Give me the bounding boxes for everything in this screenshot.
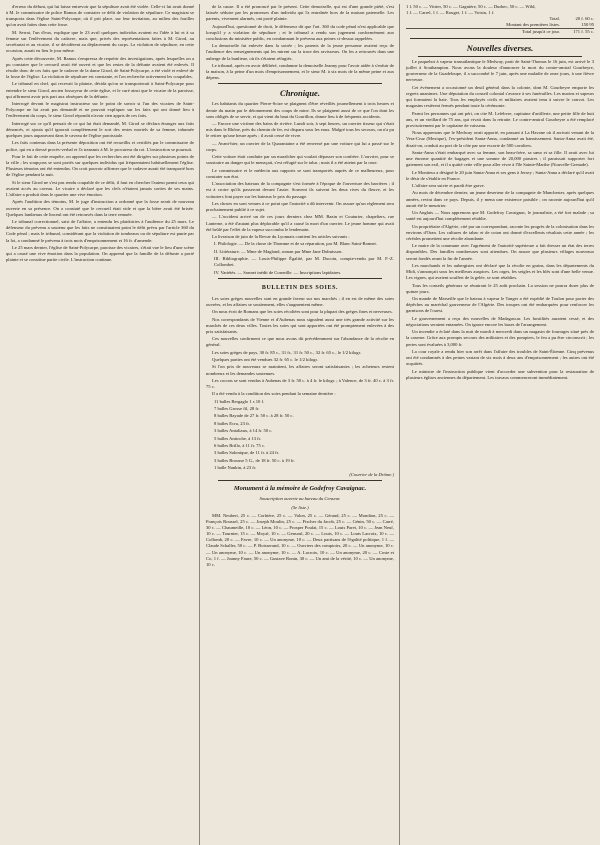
section-divider [218,480,382,481]
list-item: IV. Variétés. — Sonnet inédit de Corneille. — Inscriptions lapidaires. [214,269,342,275]
article-paragraph: Nous apprenons que le Medway avait apporté, en passant à La Havane où il arrivait venant de la Vera-Cruz (Mexique), l'ex-président Santa-Anna, condamné au bannissement. Santa-Anna avait été, disait-on, conduit au port de la côte par une escorte de 500 cavaliers. [406,130,594,148]
row-label: Total. [549,16,560,21]
article-paragraph: Cet événement a occasionné un deuil général dans la colonie, dont M. Gourbeyre emporte les regrets unanimes. Une députation du conseil colonial s'avance à ses funérailles. Les marins et sapeurs qui formaient la haie. Tous les employés civils et militaires avaient tenu à suivre le convoi. Les magasins restèrent fermés pendant toute la cérémonie. [406,84,594,109]
article-paragraph: Aujourd'hui, questionné de droit, le défenseur dit que l'art. 360 du code pénal n'est applicable que lorsqu'il y a violation de sépulture ; et le tribunal a rendu son jugement conformément aux conclusions du ministère public, en condamnant le prévenu aux peines ci-dessus rappelées. [206,23,394,41]
article-paragraph: Cette voiture était conduite par un maraîcher qui voulait dépasser son confrère. L'ouvrier, pour se soustraire au danger qui le menaçait, s'est réfugié sur le talus ; mais il a été atteint par la roue. [206,154,394,166]
section-divider [418,56,582,57]
nouvelles-heading: Nouvelles diverses. [466,43,534,53]
article-paragraph: Un propriétaire d'Algérie, cité par un correspondant, raconte les progrès de la colonisation dans les environs d'Oran. Les cultures de tabac et de coton ont donné d'excellents résultats cette année ; les céréales promettent une récolte abondante. [406,223,594,241]
column-3 [406,4,594,845]
article-paragraph: d'erreur du défunt, qui lui laisse entrevoir que la sépulture avait été violée. Celle-ci lui avait donné à M. le commissaire de police Ramus de constater ce délit de violation de sépulture. Ce magistrat se transporta dans l'église Saint-Polycarpe, où il prit place, sur leur invitation, au milieu des fouilles qu'on avait faites dans cette fosse. [6,4,194,28]
article-paragraph: Tous les conseils généraux se réuniront le 25 août prochain. La session ne pourra durer plus de quinze jours. [406,282,594,294]
article-paragraph: Interrogé sur ce qu'il pensait de ce qui lui était demandé, M. Girod se déclara étranger aux faits dénoncés, et ajouta qu'il ignorait complètement le sort des restes mortels de sa femme, inhumée quelques jours auparavant dans le caveau de l'église paroissiale. [6,120,194,139]
article-paragraph: Quelques parties ont été vendues 32 fr. 65 c. le 1/2 kilogr. [212,357,318,363]
monument-heading: Monument à la mémoire de Godefroy Cavaignac. [233,485,367,493]
list-item: 6 balles Brillo, à 11 fr. 75 c. [214,442,266,448]
donor-list: MM. Neubert, 25 c. — Corbière, 25 c. — Valon, 25 c. — Géraud, 25 c. — Mondion, 25 c. — François Roussel, 25 c. — Joseph Moulin, 25 c. — Fischer du Jacob, 25 c. — Génin, 50 c. — Carré, 30 c. — Chaumeille, 10 c. — Léon, 10 c. — Prosper Poulat, 15 c. — Louis Paret, 10 c. — Jean Neuf, 10 c. — Tournier, 15 c. — Moyal, 10 c. — Gensoul, 20 c. — Louis, 10 c. — Louis Lacroix, 10 c. — Collomb, 20 c. — Favre, 10 c. — Un anonyme, 10 c. — Deux partisans de l'égalité politique, 1 f. — Claude Schaller, 50 c. — P. Boisserand, 10 c. — Ouvriers des comptoirs, 20 c. — Un anonyme, 10 c. — Un anonyme, 10 c. — Un anonyme, 10 c. — A. Lacroix, 10 c. — Un anonyme, 20 c. — Coste et Co, 1 f. — Joanny Faure, 50 c. — Gustave Ronin, 30 c. — Un ami de la vérité, 10 c. — Un anonyme, 10 c. [206,512,394,567]
article-paragraph: Les soies grèges nouvelles sont en grande faveur sur nos marchés ; il en est de même des soies ouvrées, et les affaires se soutiennent, elles s'augmentent même. [206,295,394,307]
article-paragraph: Le maire de la commune avec l'agrément de l'autorité supérieure a fait dresser un état des terres disponibles. Des familles nombreuses sont attendues. On assure que plusieurs villages nouveaux seront fondés avant la fin de l'année. [406,243,594,261]
column-1 [6,4,200,845]
list-item: III. Bibliographie. — Louis-Philippe Égalité, par M. Ducoin, compte-rendu par M. F.-Z. Collombet. [214,256,394,268]
article-paragraph: La livraison de juin de la Revue du Lyonnais contient les articles suivants : [212,234,350,240]
article-paragraph: La cour royale a rendu hier son arrêt dans l'affaire des troubles de Saint-Étienne. Cinq prévenus ont été condamnés à des peines variant de six mois à deux ans d'emprisonnement ; les autres ont été acquittés. [406,348,594,367]
article-paragraph: Le 25 mars dernier, l'église de Saint-Polycarpe, paroisse des vicaires, s'était vue le lieu d'une scène qui a causé une vive émotion dans la population. On apprend que la famille de la défunte a porté plainte et se constitue partie civile. L'instruction continue. [6,244,194,263]
section-divider [410,38,590,39]
article-paragraph: L'association des bateaux de la compagnie s'est formée à l'époque de l'ouverture des barrières ; il est à croire qu'ils passeront devant l'autre. Souvent ils suivent les deux rives du fleuve, et les voituriers font payer sur les bateaux le prix du passage. [206,181,394,199]
article-paragraph: Santa-Anna s'était embarqué avec sa femme, son beau-frère, sa sœur et sa fille. Il avait avec lui une énorme quantité de bagages et une somme de 20,000 piastres ; il paraissait supporter fort gaiement son exil, et il a quitté cette ville pour aller vivre à l'île Sainte-Marthe (Nouvelle-Grenade). [406,149,594,168]
article-paragraph: Les soies grèges de pays, 30 fr. 85 c., 31 fr., 31 fr. 50 c., 32 fr. 65 c., le 1/2 kilogr. [212,349,362,355]
article-paragraph: L'affaire sera suivie et paraît être grave. [412,183,485,189]
article-paragraph: Il a été vendu à la condition des soies pendant la semaine dernière : [212,391,336,397]
chronique-heading: Chronique. [280,88,320,99]
row-label: 1 f. 50 c. — Vitrier, 50 c. — Gagnière, 50 c. — Durbec, 50 c. — Wild, [406,4,536,9]
article-paragraph: Le gouvernement a reçu des nouvelles de Madagascar. Les hostilités auraient cessé, et des négociations seraient entamées. On ignore encore les bases de l'arrangement. [406,315,594,327]
article-paragraph: Les choses en sont venues à ce point que l'autorité a dû intervenir. On assure qu'un règlement sera prochainement publié à ce sujet. [206,200,394,213]
row-amount: 171 f. 55 c. [568,29,594,36]
list-item: 5 balles Antioche, à 13 fr. [214,435,262,441]
article-paragraph: Le paquebot à vapeur transatlantique le Medway, parti de Saint-Thomas le 16 juin, est arrivé le 3 juillet à Southampton. Nous avons la douleur d'annoncer la mort du contre-amiral Gourbeyre, gouverneur de la Guadeloupe, il a succombé le 7 juin, après une maladie de onze jours, à une fièvre nerveuse. [406,59,594,83]
row-amount: 20 f. 60 c. [575,16,594,21]
article-paragraph: — L'accident arrivé un de ces jours derniers chez MM. Bazin et Couturier, chapeliers, rue Lanterne, a été d'autant plus déplorable qu'il a causé la mort d'un ouvrier. Le jeune homme qui avait été brûlé par l'effet de la vapeur succomba le lendemain. [206,214,394,232]
row-amount: 150 95 [581,22,594,27]
article-paragraph: La demoiselle fut enlevée dans la soirée ; les parents de la jeune personne avaient reçu de l'audience des renseignements qui les mirent sur la trace des ravisseurs. On les a retrouvés dans une auberge de la banlieue, où ils s'étaient réfugiés. [206,43,394,61]
column-2 [206,4,400,845]
soies-heading: BULLETIN DES SOIES. [261,284,339,291]
list-item: 3 balles Brousse 5 G., de 18 fr. 50 c. à 19 fr. [214,457,295,463]
article-paragraph: Les cocons se sont vendus à Aubenas de 3 fr. 50 c. à 4 fr. le kilogr. ; à Valence, de 3 fr. 40 c. à 3 fr. 75 c. [206,377,394,390]
article-paragraph: Les marchands et les aubergistes ont déclaré que la récolte en grains, dans les départements du Midi, s'annonçait sous les meilleurs auspices. Les orges, les seigles et les blés sont d'une belle venue. Les vignes, qui avaient souffert de la gelée, se sont rétablies. [406,262,594,281]
list-item: 7 balles Grosse fil, 28 fr. [214,406,260,412]
monument-list-heading: (5e liste.) [291,504,309,510]
article-paragraph: Le commissaire et le médecin aux rapports se sont transportés auprès de ce malheureux, pour constater son état. [206,167,394,179]
article-paragraph: Les faits contenus dans la présente déposition ont été recueillis et certifiés par le commissaire de police, qui en a dressé procès-verbal et l'a transmis à M. le procureur du roi. L'instruction se poursuit. [6,140,194,152]
article-paragraph: On mande de Marseille que le bateau à vapeur le Tanger a été expédié de Toulon pour porter des dépêches au maréchal gouverneur de l'Algérie. Des troupes ont été embarquées pour renforcer les garnisons de l'ouest. [406,296,594,314]
article-paragraph: Interrogé devant le magistrat instructeur sur le point de savoir si l'un des vicaires de Saint-Polycarpe ne lui avait pas demandé et ne pouvait expliquer sur les faits qui ont donné lieu à l'enlèvement du corps, le sieur Girod répondit n'avoir rien appris de ces faits. [6,101,194,119]
list-item: 8 balles Bayade de 27 fr. 50 c. à 28 fr. 50 c. [214,413,294,419]
article-paragraph: Parmi les personnes qui ont péri, on cite M. Lefebvre, capitaine d'artillerie, une petite fille de huit ans, et un vieillard de 75 ans, qui vivait dans la retraite. Le contre-amiral Gourbeyre a été remplacé provisoirement par le capitaine de vaisseau. [406,110,594,128]
article-paragraph: Le tribunal correctionnel, saisi de l'affaire, a entendu les plaidoiries à l'audience du 25 mars. Le défenseur du prévenu a soutenu que les faits ne constituaient point le délit prévu par l'article 360 du Code pénal ; mais le tribunal, considérant que la violation de tombeaux ou de sépulture est punie par la loi, a condamné le prévenu à trois mois d'emprisonnement et 16 fr. d'amende. [6,219,194,243]
monument-subtitle: Souscription ouverte au bureau du Censeur. [259,496,341,502]
article-paragraph: Si l'on prix de nouveaux se maintient, les affaires seront satisfaisantes ; les acheteurs restent nombreux et les demandes soutenues. [206,364,394,376]
list-item: II. Littérature. — Mme de Magland, roman par Mme Jane Dubuisson. [214,248,343,254]
article-paragraph: — Avant-hier, un ouvrier de la Quarantaine a été renversé par une voiture qui lui a passé sur le corps. [206,140,394,152]
list-item: 8 balles Ecru, 23 fr. [214,420,250,426]
list-item: I. Philologie. — De la chose de Thomme et de sa réparation, par M. Blanc Saint-Bonnet. [214,241,377,247]
article-paragraph: On nous écrit de Romans que les soies récoltées sont pour la plupart des grèges fines et nerveuses. [212,309,393,315]
article-paragraph: Si le sieur Girod ne s'est pas rendu coupable de ce délit, il faut en chercher l'auteur parmi ceux qui avaient accès au caveau. Le vicaire a déclaré que les clefs n'étaient jamais sorties de ses mains. L'affaire a produit dans le quartier une vive émotion. [6,179,194,198]
source-signature: (Courrier de la Drôme.) [349,472,394,478]
article-paragraph: Nos correspondants de Vienne et d'Aubenas nous signalent aussi une très grande activité sur les marchés de ces deux villes. Toutes les soies qui sont apportées ont été promptement enlevées à des prix satisfaisants. [206,316,394,334]
article-paragraph: Après l'audition des témoins, M. le juge d'instruction a ordonné que la fosse serait de nouveau ouverte en sa présence. On a constaté que le cercueil était vide et que la bière avait été brisée. Quelques lambeaux de linceul ont été retrouvés dans la terre remuée. [6,199,194,217]
list-item: 3 balles Antaliaux, à 14 fr. 50 c. [214,428,273,434]
article-paragraph: Le tribunal en chef, qui recevait la plainte, décida qu'on se transporterait à Saint-Polycarpe pour entendre le sieur Girod, ancien fossoyeur de cette église, et le curé ainsi que le vicaire de la paroisse, qui affirment avoir pris part aux obsèques de la défunte. [6,81,194,99]
article-paragraph: Un Anglais — Nous apprenons que M. Godefroy Cavaignac, le journaliste, a été fort malade ; sa santé est aujourd'hui complètement rétablie. [406,210,594,222]
row-label: Montant des premières listes. [506,22,560,27]
article-paragraph: M. Serrat, l'un d'eux, explique que le 23 avril quelques individus avaient eu l'idée à lui et à sa femme sur l'enlèvement du cadavre, mais que, privés des représentations faites à M. Girod, au secrétariat et au vicaire, il se décidèrent au déplacement du corps. La violation de sépulture, en cette occasion, aurait eu lieu le jour même. [6,29,194,54]
table-row [406,29,594,36]
article-paragraph: Après cette découverte, M. Ramus s'empressa de requérir des investigations, après lesquelles on a pu constater que le cercueil avait été ouvert et que les restes de la défunte avaient été enlevés. Il résulte donc de ces faits que le cadavre de la dame Girod, de Saint-Polycarpe, a été violé et enlevé de la fosse de l'église. La violation de sépulture est constante, et l'on recherche activement les coupables. [6,55,194,80]
row-label: Total jusqu'à ce jour. [406,29,568,36]
article-paragraph: Au mois de décembre dernier, un jeune deserteur de la compagnie de Manchester, après quelques années, revint dans ce pays. Depuis, il y mena une existence paisible ; on raconte aujourd'hui qu'il aurait été le meurtrier. [406,190,594,208]
article-paragraph: de la cause. Il a été prononcé par le présent. Cette demoiselle, qui est d'une grande piété, s'est laissée séduire par les promesses d'un individu qui l'a entraînée hors de la maison paternelle. Les parents, vivement alarmés, ont porté plainte. [206,4,394,22]
article-paragraph: Les habitants du quartier Pierre-Scize se plaignent d'être réveillés journellement à trois heures et demie du matin par le détonnement des coups de mine. Ils se plaignent aussi de ce que l'on dont les sons obligés de se servir, et qui vient du haut du Gourillon, donne lieu à de fréquents accidents. [206,101,394,119]
article-paragraph: Ces nouvelles confirment ce que nous avons dit précédemment sur l'abondance de la récolte en général. [206,336,394,348]
article-paragraph: — Encore une victime des bains de rivière. Lundi soir, à sept heures, un ouvrier tisseur qui s'était mis dans le Rhône, près du chemin de fer, est disparu sous les eaux. Malgré tous les secours, on n'a pu le retirer qu'une heure après ; il avait cessé de vivre. [206,121,394,139]
list-item: 11 balles Bergaglo 1 s 10 f. [214,398,265,404]
article-paragraph: Le tribunal, après en avoir délibéré, condamne la demoiselle Jeanny pour l'avoir aidée à s'enfuir de la maison, à la peine d'un mois d'emprisonnement, et le sieur M. à six mois de la même peine et aux dépens. [206,62,394,81]
article-paragraph: Pour le fait de cette enquête, on apprend que les recherches ont été dirigées sur plusieurs points de la ville ; les soupçons se sont portés sur quelques individus qui fréquentaient habituellement l'église. Plusieurs témoins ont été entendus. On croit pouvoir affirmer que le cadavre aurait été transporté hors de l'église pendant la nuit. [6,153,194,178]
list-item: 1 balle Nankin, à 23 fr. [214,464,257,470]
article-paragraph: Un incendie a éclaté dans la nuit de mardi à mercredi dans un magasin de fourrages situé près de la caserne. Grâce aux prompts secours des militaires et des pompiers, le feu a pu être circonscrit ; les pertes sont évaluées à 3,000 fr. [406,329,594,347]
section-divider [218,278,382,279]
section-divider [218,83,382,84]
list-item: 3 balles Salonique, de 11 fr. à 24 fr. [214,450,280,456]
article-paragraph: Le ministre de l'instruction publique vient d'accorder une subvention pour la restauration de plusieurs églises anciennes du département. Les travaux commenceront immédiatement. [406,368,594,380]
row-label: 1 f. — Carrel, 1 f. — Rouget, 1 f. — Voisin, 1 f. [406,10,495,15]
subscription-totals-table [406,4,594,35]
article-paragraph: Le Moniteur a désigné le 20 juin Santa-Anna et ses gens à Jersey ; Santa-Anna a déclaré qu'il avait le désir de s'établir en France. [406,169,594,181]
